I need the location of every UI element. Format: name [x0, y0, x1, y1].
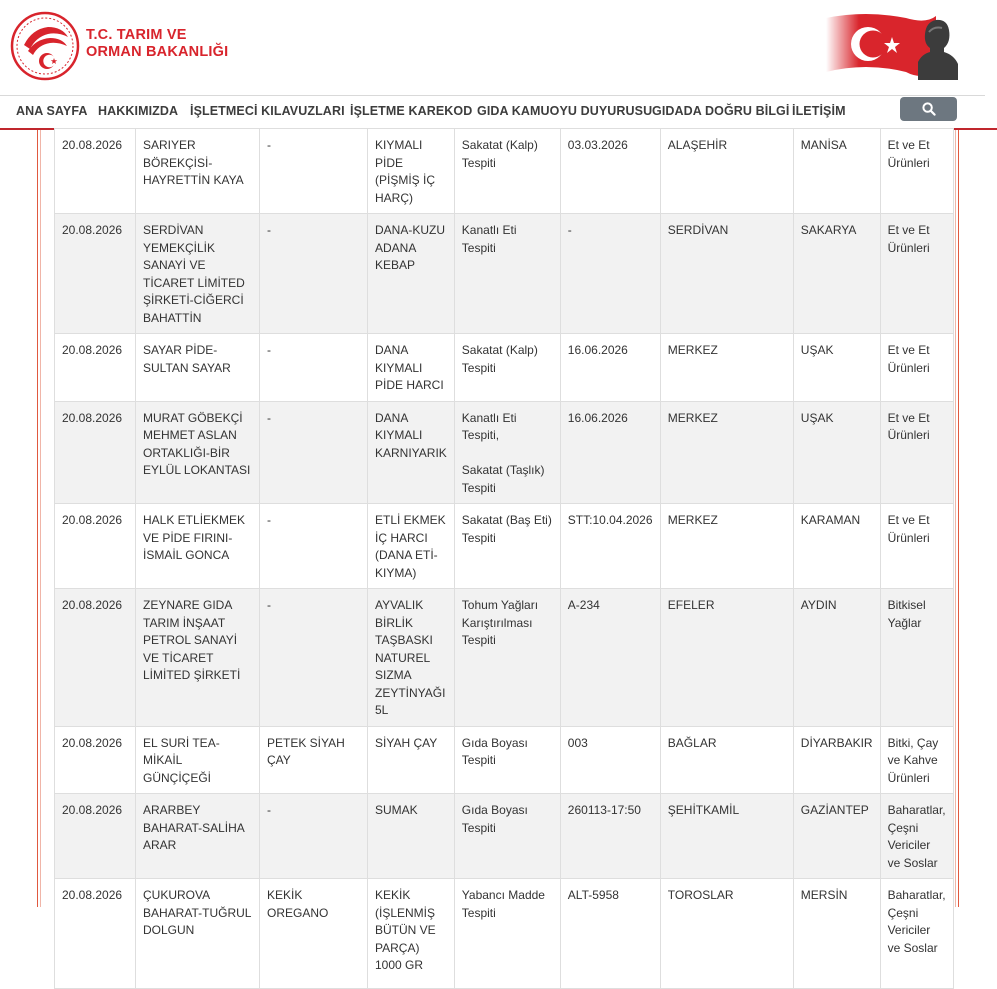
table-row	[55, 214, 954, 334]
cell-batch: -	[560, 214, 660, 334]
cell-district: BAĞLAR	[660, 726, 793, 794]
cell-finding: Yabancı Madde Tespiti	[454, 879, 560, 989]
cell-product: AYVALIK BİRLİK TAŞBASKI NATUREL SIZMA ZEYTİNYAĞI 5L	[368, 589, 455, 727]
nav-item-gida-kamuoyu-duyurusu[interactable]: GIDA KAMUOYU DUYURUSU	[477, 104, 653, 118]
cell-batch: ALT-5958	[560, 879, 660, 989]
table-row	[55, 334, 954, 402]
cell-finding: Kanatlı Eti Tespiti	[454, 214, 560, 334]
ministry-name-line1: T.C. TARIM VE	[86, 27, 187, 43]
cell-product: DANA KIYMALI PİDE HARCI	[368, 334, 455, 402]
cell-brand: -	[260, 794, 368, 879]
cell-product: DANA KIYMALI KARNIYARIK	[368, 401, 455, 504]
cell-batch: 16.06.2026	[560, 401, 660, 504]
cell-brand: -	[260, 214, 368, 334]
cell-finding: Gıda Boyası Tespiti	[454, 726, 560, 794]
cell-batch: 03.03.2026	[560, 129, 660, 214]
nav-item-isletme-karekod[interactable]: İŞLETME KAREKOD	[350, 104, 473, 118]
site-header	[0, 0, 997, 92]
cell-batch: 260113-17:50	[560, 794, 660, 879]
table-row	[55, 504, 954, 589]
ministry-name-line2: ORMAN BAKANLIĞI	[86, 44, 229, 60]
cell-category: Et ve Et Ürünleri	[880, 214, 953, 334]
cell-category: Et ve Et Ürünleri	[880, 504, 953, 589]
cell-category: Bitkisel Yağlar	[880, 589, 953, 727]
cell-province: SAKARYA	[793, 214, 880, 334]
cell-company: SAYAR PİDE-SULTAN SAYAR	[136, 334, 260, 402]
cell-batch: 16.06.2026	[560, 334, 660, 402]
main-nav	[0, 92, 997, 130]
cell-province: DİYARBAKIR	[793, 726, 880, 794]
cell-date: 20.08.2026	[55, 794, 136, 879]
cell-province: UŞAK	[793, 401, 880, 504]
cell-batch: 003	[560, 726, 660, 794]
cell-date: 20.08.2026	[55, 214, 136, 334]
cell-district: EFELER	[660, 589, 793, 727]
cell-company: SERDİVAN YEMEKÇİLİK SANAYİ VE TİCARET LİMİTED ŞİRKETİ-CİĞERCİ BAHATTİN	[136, 214, 260, 334]
page-frame-left-outer	[37, 130, 38, 907]
cell-company: EL SURİ TEA-MİKAİL GÜNÇİÇEĞİ	[136, 726, 260, 794]
table-row	[55, 129, 954, 214]
cell-district: ŞEHİTKAMİL	[660, 794, 793, 879]
cell-province: KARAMAN	[793, 504, 880, 589]
cell-product: KIYMALI PİDE (PİŞMİŞ İÇ HARÇ)	[368, 129, 455, 214]
cell-province: MANİSA	[793, 129, 880, 214]
ministry-logo[interactable]	[10, 11, 80, 81]
cell-date: 20.08.2026	[55, 334, 136, 402]
cell-district: SERDİVAN	[660, 214, 793, 334]
table-row	[55, 726, 954, 794]
cell-batch: A-234	[560, 589, 660, 727]
nav-item-ana-sayfa[interactable]: ANA SAYFA	[16, 104, 88, 118]
cell-brand: PETEK SİYAH ÇAY	[260, 726, 368, 794]
cell-district: MERKEZ	[660, 504, 793, 589]
results-table	[54, 128, 954, 989]
cell-district: ALAŞEHİR	[660, 129, 793, 214]
cell-company: MURAT GÖBEKÇİ MEHMET ASLAN ORTAKLIĞI-BİR EYLÜL LOKANTASI	[136, 401, 260, 504]
cell-finding: Tohum Yağları Karıştırılması Tespiti	[454, 589, 560, 727]
cell-district: TOROSLAR	[660, 879, 793, 989]
cell-date: 20.08.2026	[55, 504, 136, 589]
ministry-name[interactable]	[86, 27, 286, 61]
nav-item-isletmeci-kilavuzlari[interactable]: İŞLETMECİ KILAVUZLARI	[190, 104, 345, 118]
cell-finding: Gıda Boyası Tespiti	[454, 794, 560, 879]
cell-product: ETLİ EKMEK İÇ HARCI (DANA ETİ-KIYMA)	[368, 504, 455, 589]
page-frame-right-inner	[955, 130, 956, 907]
table-row	[55, 589, 954, 727]
cell-product: SİYAH ÇAY	[368, 726, 455, 794]
page-frame-left-inner	[40, 130, 41, 907]
cell-date: 20.08.2026	[55, 726, 136, 794]
cell-category: Et ve Et Ürünleri	[880, 334, 953, 402]
cell-province: UŞAK	[793, 334, 880, 402]
nav-divider	[0, 95, 985, 96]
cell-brand: -	[260, 589, 368, 727]
cell-date: 20.08.2026	[55, 401, 136, 504]
cell-category: Et ve Et Ürünleri	[880, 129, 953, 214]
cell-province: GAZİANTEP	[793, 794, 880, 879]
flag-portrait-banner	[826, 10, 958, 80]
cell-product: KEKİK (İŞLENMİŞ BÜTÜN VE PARÇA) 1000 GR	[368, 879, 455, 989]
nav-item-hakkimizda[interactable]: HAKKIMIZDA	[98, 104, 179, 118]
table-row	[55, 401, 954, 504]
cell-category: Baharatlar, Çeşni Vericiler ve Soslar	[880, 879, 953, 989]
table-row	[55, 794, 954, 879]
cell-brand: -	[260, 129, 368, 214]
cell-company: ZEYNARE GIDA TARIM İNŞAAT PETROL SANAYİ VE TİCARET LİMİTED ŞİRKETİ	[136, 589, 260, 727]
cell-brand: -	[260, 504, 368, 589]
cell-company: HALK ETLİEKMEK VE PİDE FIRINI-İSMAİL GONCA	[136, 504, 260, 589]
cell-province: AYDIN	[793, 589, 880, 727]
table-row	[55, 879, 954, 989]
nav-item-iletisim[interactable]: İLETİŞİM	[792, 104, 846, 118]
cell-category: Bitki, Çay ve Kahve Ürünleri	[880, 726, 953, 794]
cell-brand: -	[260, 334, 368, 402]
cell-company: ÇUKUROVA BAHARAT-TUĞRUL DOLGUN	[136, 879, 260, 989]
cell-date: 20.08.2026	[55, 129, 136, 214]
cell-company: SARIYER BÖREKÇİSİ-HAYRETTİN KAYA	[136, 129, 260, 214]
cell-product: SUMAK	[368, 794, 455, 879]
search-icon	[922, 102, 936, 116]
cell-product: DANA-KUZU ADANA KEBAP	[368, 214, 455, 334]
cell-category: Et ve Et Ürünleri	[880, 401, 953, 504]
cell-batch: STT:10.04.2026	[560, 504, 660, 589]
cell-district: MERKEZ	[660, 401, 793, 504]
cell-date: 20.08.2026	[55, 589, 136, 727]
results-area	[0, 130, 997, 972]
cell-brand: -	[260, 401, 368, 504]
page-frame-right-outer	[958, 130, 959, 907]
cell-brand: KEKİK OREGANO	[260, 879, 368, 989]
cell-company: ARARBEY BAHARAT-SALİHA ARAR	[136, 794, 260, 879]
cell-finding: Sakatat (Kalp) Tespiti	[454, 129, 560, 214]
cell-district: MERKEZ	[660, 334, 793, 402]
cell-finding: Sakatat (Baş Eti) Tespiti	[454, 504, 560, 589]
cell-finding: Sakatat (Kalp) Tespiti	[454, 334, 560, 402]
cell-date: 20.08.2026	[55, 879, 136, 989]
cell-finding: Kanatlı Eti Tespiti, Sakatat (Taşlık) Tespiti	[454, 401, 560, 504]
cell-category: Baharatlar, Çeşni Vericiler ve Soslar	[880, 794, 953, 879]
cell-province: MERSİN	[793, 879, 880, 989]
nav-item-gidada-dogru-bilgi[interactable]: GIDADA DOĞRU BİLGİ	[652, 104, 790, 118]
search-button[interactable]	[900, 97, 957, 121]
